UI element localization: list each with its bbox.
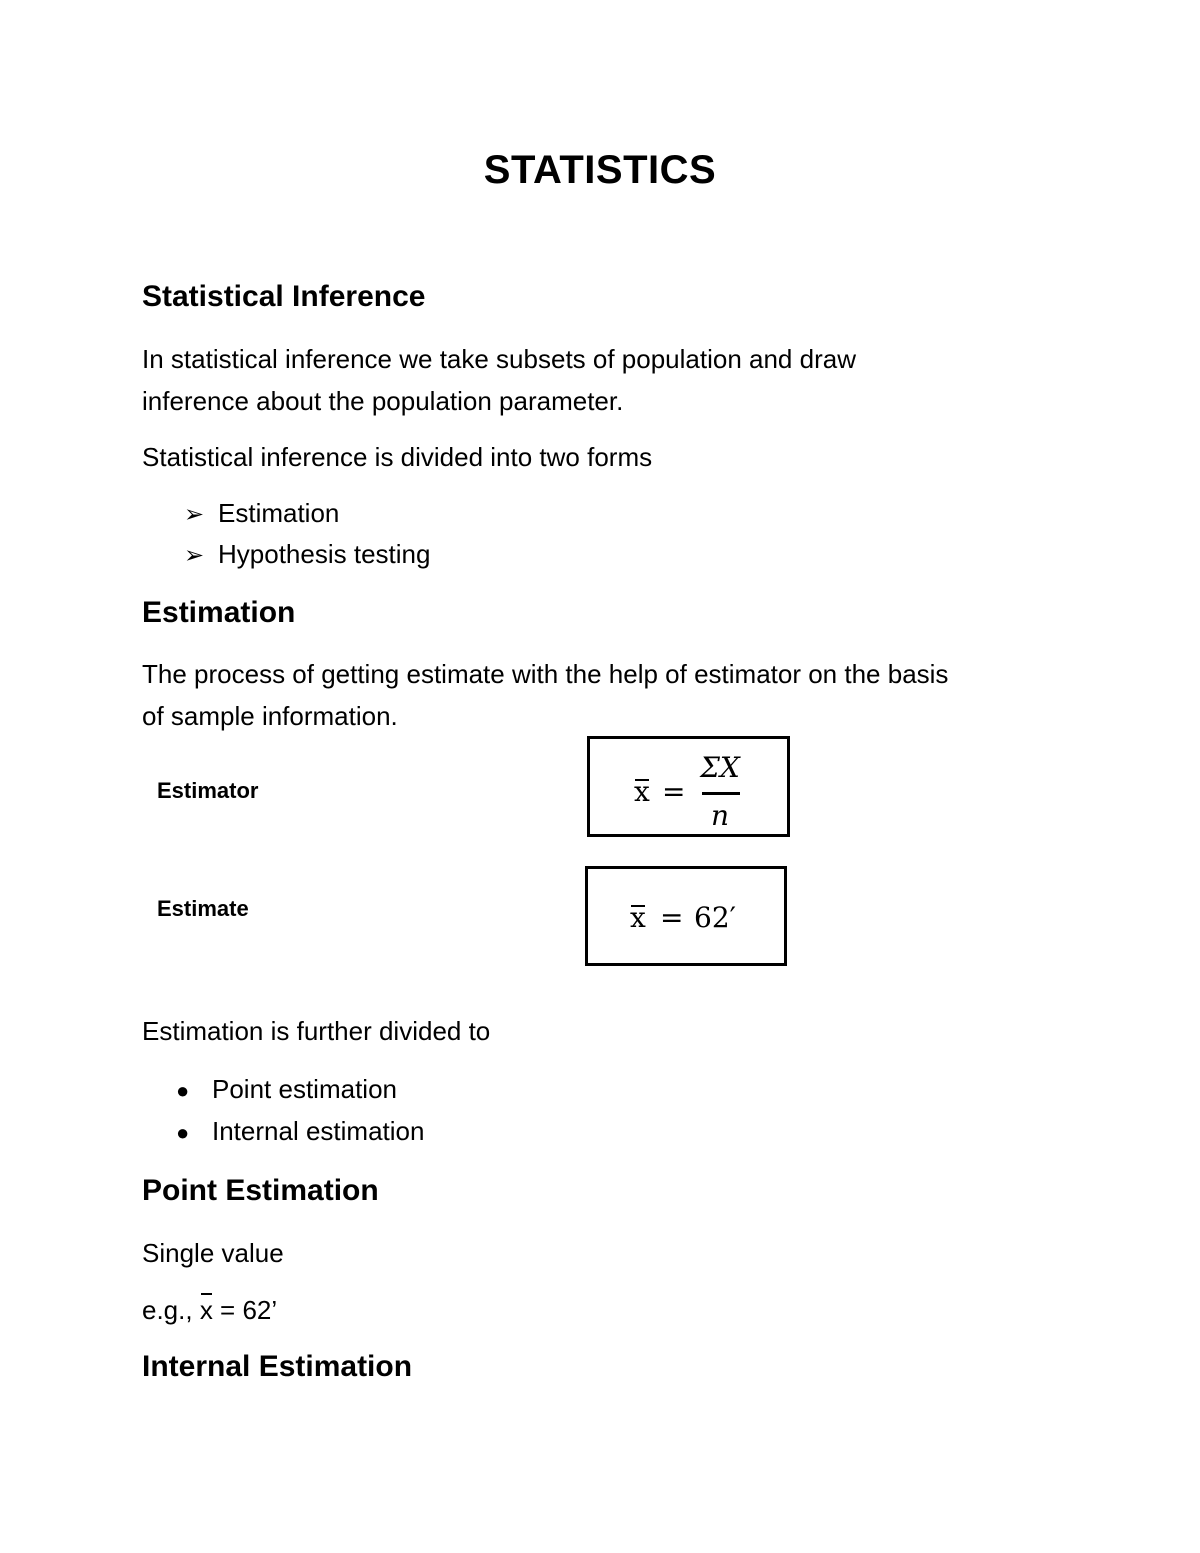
inference-paragraph-line1: In statistical inference we take subsets of population and draw <box>142 344 856 374</box>
heading-estimation: Estimation <box>142 596 296 629</box>
estimate-lhs <box>630 901 646 934</box>
list-item-label: Internal estimation <box>212 1116 425 1146</box>
estimator-formula-box <box>587 736 790 837</box>
dot-bullet-icon: ● <box>176 1120 190 1145</box>
heading-internal-estimation: Internal Estimation <box>142 1350 413 1383</box>
list-item <box>176 1074 397 1105</box>
dot-bullet-icon: ● <box>176 1078 190 1103</box>
point-example <box>142 1289 277 1331</box>
arrow-bullet-icon: ➢ <box>184 542 205 569</box>
xbar-symbol: x <box>634 775 650 808</box>
point-single-value: Single value <box>142 1238 284 1268</box>
example-rest: = 62’ <box>212 1295 278 1325</box>
formula-equals: = <box>662 775 686 808</box>
inference-forms-intro: Statistical inference is divided into two forms <box>142 442 653 472</box>
list-item-label: Point estimation <box>212 1074 397 1104</box>
fraction-bar <box>702 792 740 795</box>
list-item-label: Hypothesis testing <box>218 539 431 569</box>
page-title: STATISTICS <box>483 148 717 192</box>
estimate-rhs: 62′ <box>694 901 736 934</box>
formula-lhs <box>634 775 650 808</box>
formula-denominator: n <box>710 799 730 832</box>
list-item <box>184 498 339 529</box>
formula-numerator: ΣX <box>700 751 740 784</box>
heading-point-estimation: Point Estimation <box>142 1174 379 1207</box>
estimation-paragraph-line1: The process of getting estimate with the help of estimator on the basis <box>142 659 949 689</box>
estimate-value-box <box>585 866 787 966</box>
example-xbar: x <box>200 1289 213 1331</box>
estimate-equals: = <box>660 901 684 934</box>
list-item-label: Estimation <box>218 498 340 528</box>
estimator-label: Estimator <box>157 778 259 803</box>
estimation-divided-text: Estimation is further divided to <box>142 1016 491 1046</box>
xbar-symbol: x <box>630 901 646 934</box>
inference-paragraph-line2: inference about the population parameter. <box>142 386 624 416</box>
heading-statistical-inference: Statistical Inference <box>142 280 426 313</box>
estimate-label: Estimate <box>157 896 249 921</box>
list-item <box>176 1116 424 1147</box>
estimation-paragraph-line2: of sample information. <box>142 701 398 731</box>
arrow-bullet-icon: ➢ <box>184 501 205 528</box>
example-prefix: e.g., <box>142 1295 200 1325</box>
list-item <box>184 539 430 570</box>
